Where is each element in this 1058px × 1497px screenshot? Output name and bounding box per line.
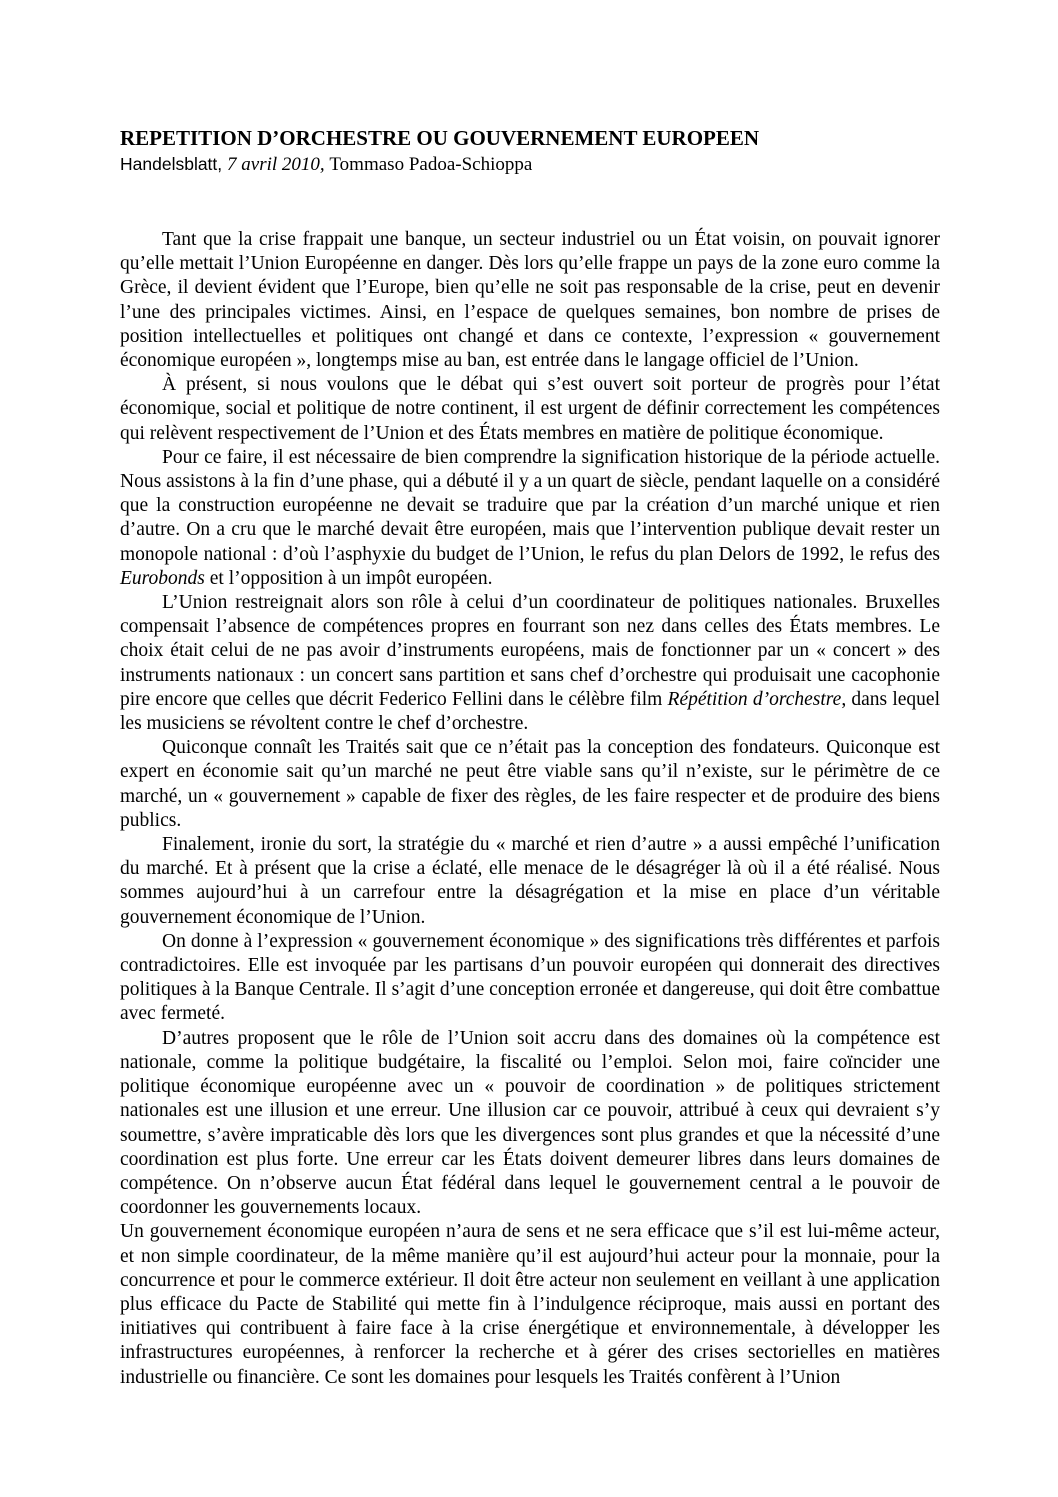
byline-author: Tommaso Padoa-Schioppa [329, 154, 533, 176]
text-segment: Finalement, ironie du sort, la stratégie du « marché et rien d’autre » a aussi empêché l’unification du marché. Et à présent que la crise a éclaté, elle menace de le désagréger là où il a été réalisé. Nous sommes aujourd’hui à un carrefour entre la désagrégation et la mise en place d’un véritable gouvernement économique de l’Union. [120, 834, 940, 928]
text-segment: Un gouvernement économique européen n’aura de sens et ne sera efficace que s’il est lui-même acteur, et non simple coordinateur, de la même manière qu’il est aujourd’hui acteur pour la monnaie, pour la concurrence et pour le commerce extérieur. Il doit être acteur non seulement en veillant à une application plus efficace du Pacte de Stabilité qui mette fin à l’indulgence réciproque, mais aussi en portant des initiatives qui contribuent à faire face à la crise énergétique et environnementale, à développer les infrastructures européennes, à renforcer la recherche et à gérer des crises sectorielles en matières industrielle ou financière. Ce sont les domaines pour lesquels les Traités confèrent à l’Union [120, 1221, 940, 1388]
paragraph [120, 930, 940, 1027]
byline-source: Handelsblatt, [120, 154, 228, 175]
byline-date: 7 avril 2010, [227, 154, 330, 176]
text-segment: , dans lequel les musiciens se révoltent contre le chef d’orchestre. [120, 688, 940, 735]
paragraph [120, 1027, 940, 1221]
text-segment: Pour ce faire, il est nécessaire de bien comprendre la signification historique de la période actuelle. Nous assistons à la fin d’une phase, qui a débuté il y a un quart de siècle, pendant laquelle on a considéré que la construction européenne ne devait se traduire que par la création d’un marché unique et rien d’autre. On a cru que le marché devait être européen, mais que l’intervention publique devait rester un monopole national : d’où l’asphyxie du budget de l’Union, le refus du plan Delors de 1992, le refus des [120, 446, 940, 565]
document-body [120, 228, 940, 1390]
paragraph [120, 446, 940, 591]
italic-text-segment: Eurobonds [120, 567, 205, 589]
text-segment: et l’opposition à un impôt européen. [204, 567, 493, 589]
paragraph [120, 373, 940, 446]
text-segment: On donne à l’expression « gouvernement économique » des significations très différentes et parfois contradictoires. Elle est invoquée par les partisans d’un pouvoir européen qui donnerait des directives politiques à la Banque Centrale. Il s’agit d’une conception erronée et dangereuse, qui doit être combattue avec fermeté. [120, 930, 940, 1025]
text-segment: Tant que la crise frappait une banque, un secteur industriel ou un État voisin, on pouvait ignorer qu’elle mettait l’Union Européenne en danger. Dès lors qu’elle frappe un pays de la zone euro comme la Grèce, il devient évident que l’Europe, bien qu’elle ne soit pas responsable de la crise, peut en devenir l’une des principales victimes. Ainsi, en l’espace de quelques semaines, bon nombre de prises de position intellectuelles et politiques ont changé et dans ce contexte, l’expression « gouvernement économique européen », longtemps mise au ban, est entrée dans le langage officiel de l’Union. [120, 228, 940, 371]
paragraph [120, 736, 940, 833]
paragraph [120, 1220, 940, 1389]
text-segment: Quiconque connaît les Traités sait que ce n’était pas la conception des fondateurs. Quiconque est expert en économie sait qu’un marché ne peut être viable sans qu’il n’existe, sur le périmètre de ce marché, un « gouvernement » capable de fixer des règles, de les faire respecter et de produire des biens publics. [120, 737, 940, 831]
page-title: REPETITION D’ORCHESTRE OU GOUVERNEMENT EUROPEEN [120, 126, 760, 150]
italic-text-segment: Répétition d’orchestre [667, 688, 842, 710]
text-segment: L’Union restreignait alors son rôle à celui d’un coordinateur de politiques nationales. Bruxelles compensait l’absence de compétences propres en fourrant son nez dans celles des États membres. Le choix était celui de ne pas avoir d’instruments européens, mais de fonctionner par un « concert » des instruments nationaux : un concert sans partition et sans chef d’orchestre qui produisait une cacophonie pire encore que celles que décrit Federico Fellini dans le célèbre film [120, 592, 940, 710]
paragraph [120, 228, 940, 373]
byline [120, 154, 940, 177]
text-segment: D’autres proposent que le rôle de l’Union soit accru dans des domaines où la compétence est nationale, comme la politique budgétaire, la fiscalité ou l’emploi. Selon moi, faire coïncider une politique économique européenne avec un « pouvoir de coordination » de politiques strictement nationales est une illusion et une erreur. Une illusion car ce pouvoir, attribué à ceux qui devraient s’y soumettre, s’avère impraticable dès lors que les divergences sont plus grandes et que la nécessité d’une coordination est plus forte. Une erreur car les États doivent demeurer libres dans leurs domaines de compétence. On n’observe aucun État fédéral dans lequel le gouvernement central a le pouvoir de coordonner les gouvernements locaux. [120, 1027, 940, 1219]
paragraph [120, 591, 940, 736]
paragraph [120, 833, 940, 930]
text-segment: À présent, si nous voulons que le débat qui s’est ouvert soit porteur de progrès pour l’état économique, social et politique de notre continent, il est urgent de définir correctement les compétences qui relèvent respectivement de l’Union et des États membres en matière de politique économique. [120, 374, 940, 444]
